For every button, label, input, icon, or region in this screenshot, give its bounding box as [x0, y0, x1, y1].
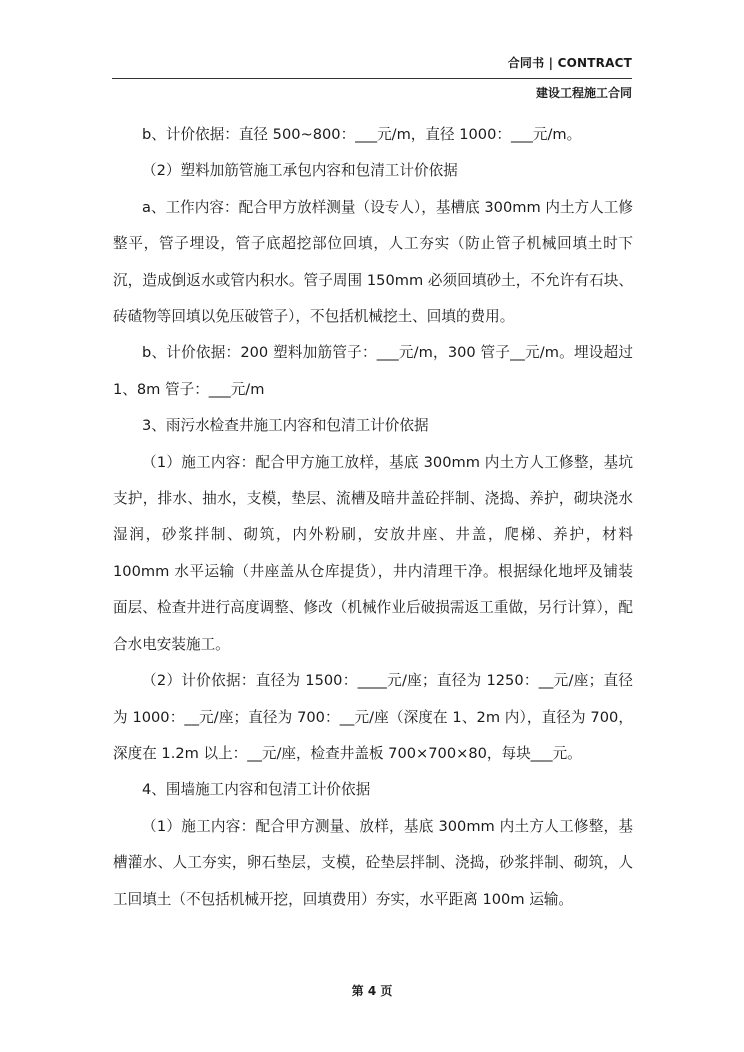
header-title: 合同书 | CONTRACT: [507, 56, 632, 70]
paragraph-inspection-well-content: （1）施工内容：配合甲方施工放样，基底 300mm 内土方人工修整，基坑支护，排水、抽水，支模，垫层、流槽及暗井盖砼拌制、浇捣、养护，砌块浇水湿润，砂浆拌制、砌筑，内外粉刷，安放井座、井盖，爬梯、养护，材料 100mm 水平运输（井座盖从仓库提货），井内清理干净。根据绿化地坪及铺装面层、检查井进行高度调整、修改（机械作业后破损需返工重做，另行计算），配合水电安装施工。: [113, 453, 633, 653]
paragraph-inspection-well-pricing: （2）计价依据：直径为 1500：____元/座；直径为 1250：__元/座；直径为 1000：__元/座；直径为 700：__元/座（深度在 1、2m 内），直径为 700，深度在 1.2m 以上：__元/座，检查井盖板 700×700×80，每块___元。: [113, 672, 633, 762]
header-subtitle: 建设工程施工合同: [535, 86, 632, 100]
document-body: [113, 117, 633, 918]
paragraph-pricing-b-pipe: b、计价依据：200 塑料加筋管子：___元/m，300 管子__元/m。埋设超过 1、8m 管子：___元/m: [113, 344, 633, 398]
paragraph-section-4-heading: 4、围墙施工内容和包清工计价依据: [142, 781, 371, 799]
paragraph-section-3-heading: 3、雨污水检查井施工内容和包清工计价依据: [142, 417, 429, 435]
header-divider: [112, 78, 632, 79]
paragraph-wall-content: （1）施工内容：配合甲方测量、放样，基底 300mm 内土方人工修整，基槽灌水、人工夯实，卵石垫层，支模，砼垫层拌制、浇捣，砂浆拌制、砌筑，人工回填土（不包括机械开挖，回填费用）夯实，水平距离 100m 运输。: [113, 817, 633, 908]
paragraph-work-content-a: a、工作内容：配合甲方放样测量（设专人），基槽底 300mm 内土方人工修整平，管子埋设，管子底超挖部位回填，人工夯实（防止管子机械回填土时下沉，造成倒返水或管内积水。管子周围 150mm 必须回填砂土，不允许有石块、砖碴物等回填以免压破管子），不包括机械挖土、回填的费用。: [113, 198, 633, 326]
paragraph-pricing-b-diameter: b、计价依据：直径 500~800：___元/m，直径 1000：___元/m。: [142, 126, 582, 143]
page-number: 第 4 页: [351, 984, 393, 998]
paragraph-section-2-heading: （2）塑料加筋管施工承包内容和包清工计价依据: [142, 162, 458, 180]
